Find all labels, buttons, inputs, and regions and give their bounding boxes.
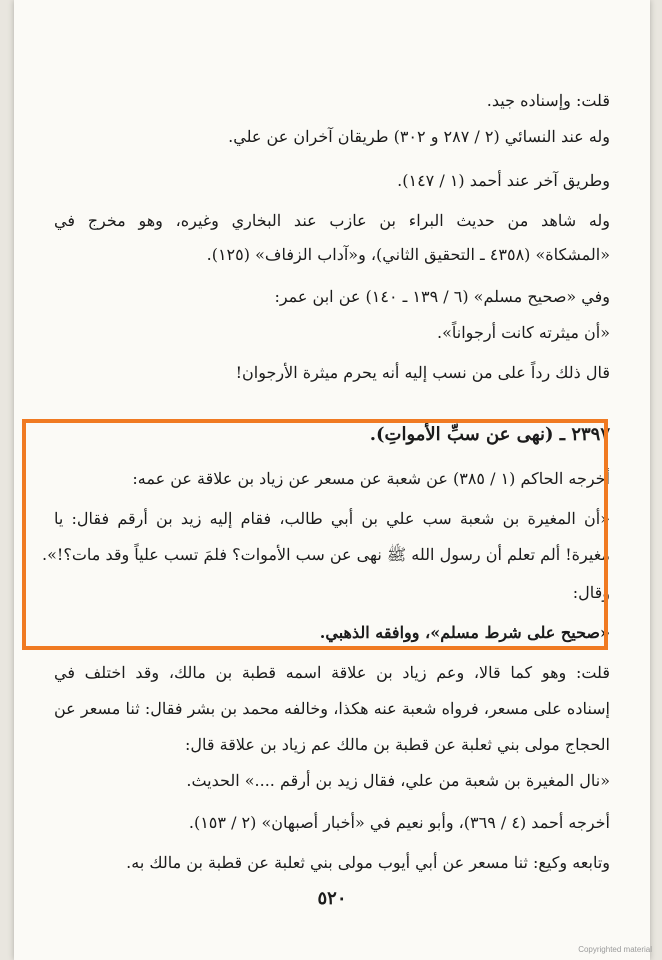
text-line: قلت: وإسناده جيد.	[486, 91, 610, 110]
text-line: الحجاج مولى بني ثعلبة عن قطبة بن مالك عم زياد بن علاقة قال:	[185, 735, 610, 754]
text-line: قال ذلك رداً على من نسب إليه أنه يحرم ميثرة الأرجوان!	[235, 363, 610, 382]
text-line: أخرجه أحمد (٤ / ٣٦٩)، وأبو نعيم في «أخبار أصبهان» (٢ / ١٥٣).	[188, 813, 610, 832]
quote-line: «أن ميثرته كانت أرجواناً».	[437, 323, 610, 342]
text-line: قلت: وهو كما قالا، وعم زياد بن علاقة اسمه قطبة بن مالك، وقد اختلف في	[54, 663, 611, 682]
watermark: Copyrighted material	[578, 945, 652, 954]
text-line: وله عند النسائي (٢ / ٢٨٧ و ٣٠٢) طريقان آخران عن علي.	[228, 127, 610, 146]
text-line: وله شاهد من حديث البراء بن عازب عند البخاري وغيره، وهو مخرج في	[54, 211, 610, 230]
page-number: ٥٢٠	[317, 888, 347, 909]
text-line: وتابعه وكيع: ثنا مسعر عن أبي أيوب مولى بني ثعلبة عن قطبة بن مالك به.	[126, 853, 610, 872]
quote-line: مغيرة! ألم تعلم أن رسول الله ﷺ نهى عن سب الأموات؟ فلمَ تسب علياً وقد مات؟!».	[42, 545, 610, 564]
highlight-box	[22, 419, 608, 650]
text-line: وطريق آخر عند أحمد (١ / ١٤٧).	[397, 171, 610, 190]
text-line: إسناده على مسعر، فرواه شعبة عنه هكذا، وخالفه محمد بن بشر فقال: ثنا مسعر عن	[54, 699, 610, 718]
text-line: أخرجه الحاكم (١ / ٣٨٥) عن شعبة عن مسعر عن زياد بن علاقة عن عمه:	[132, 469, 610, 488]
hadith-heading: ٢٣٩٧ ـ (نهى عن سبِّ الأمواتِ).	[369, 424, 610, 445]
text-line: وفي «صحيح مسلم» (٦ / ١٣٩ ـ ١٤٠) عن ابن عمر:	[274, 287, 610, 306]
quote-line: «أن المغيرة بن شعبة سب علي بن أبي طالب، فقام إليه زيد بن أرقم فقال: يا	[54, 509, 610, 528]
text-line: وقال:	[572, 583, 610, 602]
text-line: «المشكاة» (٤٣٥٨ ـ التحقيق الثاني)، و«آداب الزفاف» (١٢٥).	[206, 245, 610, 264]
quote-line: «نال المغيرة بن شعبة من علي، فقال زيد بن أرقم ....» الحديث.	[186, 771, 610, 790]
quote-line: «صحيح على شرط مسلم»، ووافقه الذهبي.	[319, 623, 610, 642]
